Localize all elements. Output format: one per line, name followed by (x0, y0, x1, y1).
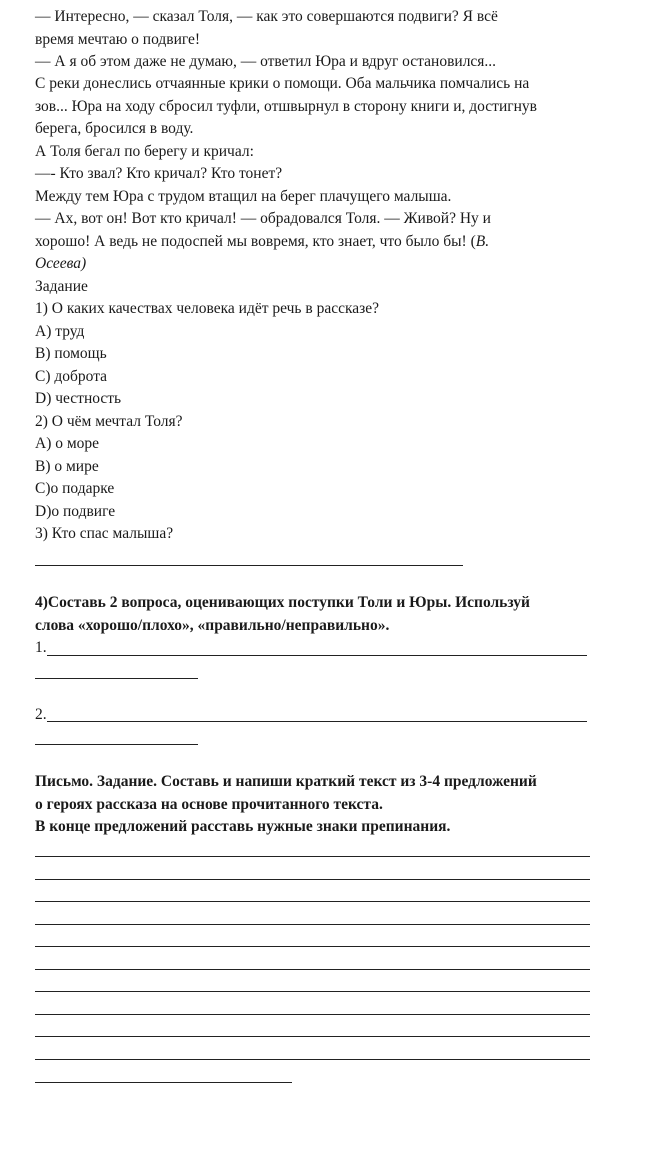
task4-item-1: 1. (35, 639, 47, 656)
writing-answer-line[interactable] (35, 991, 590, 992)
story-line-12: Осеева) (35, 255, 87, 272)
task4-item-2: 2. (35, 706, 47, 723)
writing-answer-line[interactable] (35, 856, 590, 857)
story-line-4: С реки донеслись отчаянные крики о помощи. Оба мальчика помчались на (35, 75, 530, 92)
question-1: 1) О каких качествах человека идёт речь в рассказе? (35, 300, 380, 317)
q2-option-a: A) о море (35, 435, 100, 452)
q1-option-a: A) труд (35, 323, 85, 340)
writing-answer-line[interactable] (35, 1036, 590, 1037)
writing-answer-line[interactable] (35, 946, 590, 947)
writing-line-2: о героях рассказа на основе прочитанного текста. (35, 796, 383, 813)
task4-answer-1-line[interactable] (47, 655, 587, 656)
writing-answer-line[interactable] (35, 901, 590, 902)
writing-answer-line[interactable] (35, 924, 590, 925)
q1-option-c: C) доброта (35, 368, 108, 385)
author-initial: В. (475, 233, 490, 250)
task-heading: Задание (35, 278, 88, 295)
q2-option-b: B) о мире (35, 458, 99, 475)
q1-option-d: D) честность (35, 390, 122, 407)
task4-answer-2-line[interactable] (47, 721, 587, 722)
q1-option-b: B) помощь (35, 345, 107, 362)
task4-line-1: 4)Составь 2 вопроса, оценивающих поступки Толи и Юры. Используй (35, 594, 530, 611)
q2-option-d: D)о подвиге (35, 503, 116, 520)
story-line-7: А Толя бегал по берегу и кричал: (35, 143, 254, 160)
story-line-5: зов... Юра на ходу сбросил туфли, отшвырнул в сторону книги и, достигнув (35, 98, 537, 115)
writing-answer-line[interactable] (35, 969, 590, 970)
story-line-2: время мечтаю о подвиге! (35, 31, 201, 48)
writing-answer-line-last[interactable] (35, 1082, 292, 1083)
question-2: 2) О чём мечтал Толя? (35, 413, 183, 430)
story-line-8: —- Кто звал? Кто кричал? Кто тонет? (35, 165, 283, 182)
story-line-1: — Интересно, — сказал Толя, — как это совершаются подвиги? Я всё (35, 8, 498, 25)
task4-answer-1-line-2[interactable] (35, 678, 198, 679)
writing-answer-line[interactable] (35, 1059, 590, 1060)
writing-line-1: Письмо. Задание. Составь и напиши краткий текст из 3-4 предложений (35, 773, 537, 790)
q2-option-c: C)о подарке (35, 480, 115, 497)
story-line-10: — Ах, вот он! Вот кто кричал! — обрадовался Толя. — Живой? Ну и (35, 210, 491, 227)
question-3: 3) Кто спас малыша? (35, 525, 174, 542)
story-line-9: Между тем Юра с трудом втащил на берег плачущего малыша. (35, 188, 452, 205)
story-line-3: — А я об этом даже не думаю, — ответил Юра и вдруг остановился... (35, 53, 497, 70)
q3-answer-line[interactable] (35, 565, 463, 566)
story-line-11 (35, 231, 489, 253)
writing-answer-line[interactable] (35, 1014, 590, 1015)
task4-answer-2-line-2[interactable] (35, 744, 198, 745)
writing-answer-line[interactable] (35, 879, 590, 880)
story-line-11-text: хорошо! А ведь не подоспей мы вовремя, кто знает, что было бы! ( (35, 233, 476, 250)
story-line-6: берега, бросился в воду. (35, 120, 194, 137)
writing-line-3: В конце предложений расставь нужные знаки препинания. (35, 818, 451, 835)
task4-line-2: слова «хорошо/плохо», «правильно/неправильно». (35, 617, 390, 634)
